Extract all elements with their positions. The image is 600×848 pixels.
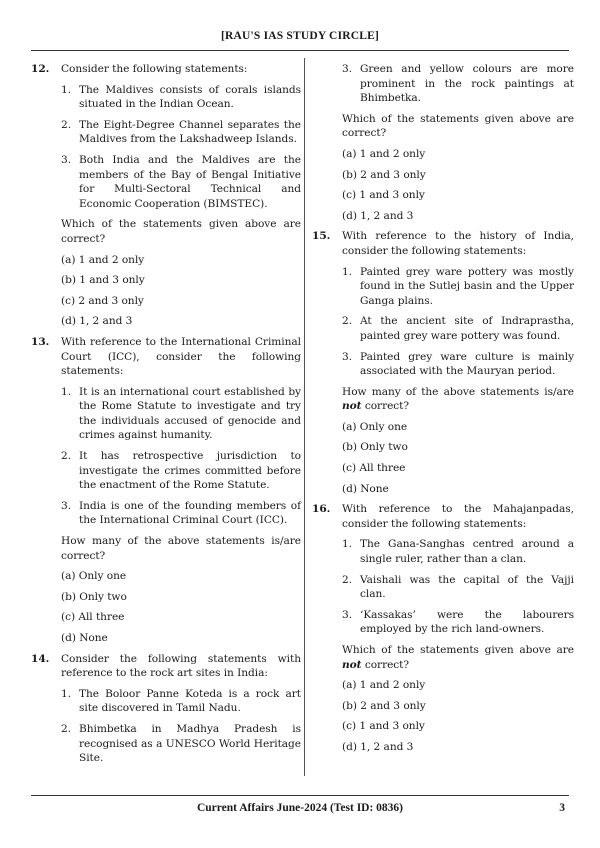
footer-rule <box>31 795 569 796</box>
statement <box>61 722 301 766</box>
statement-number: 3. <box>61 499 72 512</box>
question-15 <box>312 229 574 258</box>
question-prompt: Which of the statements given above are correct? <box>342 112 574 140</box>
statement-number: 3. <box>61 153 72 166</box>
statement-list <box>61 385 301 528</box>
statement <box>61 385 301 443</box>
statement <box>61 499 301 528</box>
statement-text: Bhimbetka in Madhya Pradesh is recognised as a UNESCO World Heritage Site. <box>79 722 301 765</box>
statement <box>61 687 301 716</box>
statement-number: 1. <box>342 538 353 551</box>
statement-number: 1. <box>342 265 353 278</box>
statement-text: At the ancient site of Indraprastha, painted grey ware pottery was found. <box>360 315 574 342</box>
statement <box>342 62 574 106</box>
option-list <box>61 253 301 329</box>
statement-list <box>342 537 574 637</box>
option-c[interactable]: (c) 1 and 3 only <box>342 189 425 202</box>
statement-number: 2. <box>342 573 353 586</box>
statement-number: 3. <box>342 63 353 75</box>
statement-number: 1. <box>61 385 72 398</box>
prompt-emphasis: not <box>342 658 362 671</box>
option-d[interactable]: (d) None <box>342 482 389 495</box>
option-a[interactable]: (a) 1 and 2 only <box>342 147 426 160</box>
question-prompt <box>342 643 574 672</box>
option-a[interactable]: (a) Only one <box>61 570 127 583</box>
question-14 <box>31 652 301 681</box>
statement-number: 2. <box>61 450 72 463</box>
statement <box>61 118 301 147</box>
right-column <box>312 62 574 761</box>
statement <box>342 314 574 343</box>
statement <box>342 350 574 379</box>
question-12 <box>31 62 301 77</box>
prompt-text: How many of the above statements is/are <box>342 385 574 398</box>
option-b[interactable]: (b) Only two <box>61 590 127 603</box>
statement-number: 1. <box>61 687 72 700</box>
statement-text: The Boloor Panne Koteda is a rock art site discovered in Tamil Nadu. <box>79 687 301 715</box>
column-separator <box>304 58 305 776</box>
statement-text: Both India and the Maldives are the members of the Bay of Bengal Initiative for Multi-Sectoral Technical and Economic Cooperation (BIMSTEC). <box>79 153 301 210</box>
statement-list <box>61 83 301 212</box>
option-c[interactable]: (c) 2 and 3 only <box>61 294 144 307</box>
statement <box>342 608 574 637</box>
statement-number: 3. <box>342 608 353 621</box>
statement-list <box>342 62 574 106</box>
statement-text: It has retrospective jurisdiction to investigate the crimes committed before the enactment of the Rome Statute. <box>79 450 301 492</box>
statement-text: Painted grey ware pottery was mostly found in the Sutlej basin and the Upper Ganga plains. <box>360 265 574 307</box>
option-list <box>342 678 574 754</box>
statement-number: 2. <box>61 722 72 735</box>
page-number: 3 <box>559 802 565 814</box>
question-number: 16. <box>312 503 331 516</box>
question-16 <box>312 502 574 531</box>
statement-text: Painted grey ware culture is mainly associated with the Mauryan period. <box>360 350 574 378</box>
statement <box>342 573 574 602</box>
option-list <box>342 420 574 496</box>
statement-number: 2. <box>342 315 353 328</box>
option-list <box>61 569 301 645</box>
statement-text: Green and yellow colours are more prominent in the rock paintings at Bhimbetka. <box>360 63 574 105</box>
statement <box>342 265 574 309</box>
option-b[interactable]: (b) 1 and 3 only <box>61 274 145 287</box>
question-13 <box>31 335 301 379</box>
page-header: [RAU'S IAS STUDY CIRCLE] <box>220 30 380 42</box>
statement-text: The Eight-Degree Channel separates the Maldives from the Lakshadweep Islands. <box>79 118 301 146</box>
question-stem: Consider the following statements: <box>61 63 248 75</box>
option-c[interactable]: (c) All three <box>342 462 406 475</box>
prompt-emphasis: not <box>342 400 362 413</box>
statement-number: 3. <box>342 350 353 363</box>
question-stem: With reference to the history of India, consider the following statements: <box>342 230 574 257</box>
option-d[interactable]: (d) 1, 2 and 3 <box>342 740 414 753</box>
prompt-text: correct? <box>364 658 410 671</box>
option-d[interactable]: (d) 1, 2 and 3 <box>342 209 414 222</box>
question-stem: With reference to the Mahajanpadas, consider the following statements: <box>342 503 574 530</box>
statement-text: ‘Kassakas’ were the labourers employed by the rich land-owners. <box>360 608 574 636</box>
question-number: 15. <box>312 230 331 243</box>
option-list <box>342 147 574 223</box>
option-c[interactable]: (c) All three <box>61 611 125 624</box>
statement-text: The Gana-Sanghas centred around a single ruler, rather than a clan. <box>360 538 574 566</box>
question-number: 14. <box>31 652 50 665</box>
statement-number: 1. <box>61 83 72 96</box>
header-rule <box>31 50 569 51</box>
statement-list <box>342 265 574 379</box>
option-b[interactable]: (b) 2 and 3 only <box>342 699 426 712</box>
question-stem: Consider the following statements with reference to the rock art sites in India: <box>61 652 301 680</box>
question-prompt: How many of the above statements is/are correct? <box>61 535 301 562</box>
question-number: 12. <box>31 63 50 75</box>
option-b[interactable]: (b) Only two <box>342 441 408 454</box>
option-a[interactable]: (a) 1 and 2 only <box>342 679 426 692</box>
option-a[interactable]: (a) Only one <box>342 420 408 433</box>
prompt-text: Which of the statements given above are <box>342 644 574 656</box>
statement <box>61 449 301 493</box>
statement-text: India is one of the founding members of the International Criminal Court (ICC). <box>79 499 301 527</box>
statement-list <box>61 687 301 766</box>
left-column <box>31 62 301 772</box>
statement <box>61 153 301 211</box>
option-a[interactable]: (a) 1 and 2 only <box>61 253 145 266</box>
option-c[interactable]: (c) 1 and 3 only <box>342 720 425 733</box>
prompt-text: correct? <box>364 400 410 413</box>
statement-text: Vaishali was the capital of the Vajji clan. <box>360 573 574 601</box>
option-d[interactable]: (d) 1, 2 and 3 <box>61 315 133 328</box>
question-stem: With reference to the International Criminal Court (ICC), consider the following statements: <box>61 335 301 378</box>
option-b[interactable]: (b) 2 and 3 only <box>342 168 426 181</box>
question-prompt: Which of the statements given above are correct? <box>61 218 301 245</box>
question-prompt <box>342 385 574 414</box>
footer-title: Current Affairs June-2024 (Test ID: 0836) <box>196 802 404 814</box>
statement <box>342 537 574 566</box>
question-number: 13. <box>31 335 50 348</box>
statement-text: It is an international court established by the Rome Statute to investigate and try the individuals accused of genocide and crimes against humanity. <box>79 385 301 442</box>
statement <box>61 83 301 112</box>
statement-text: The Maldives consists of corals islands situated in the Indian Ocean. <box>79 83 301 111</box>
statement-number: 2. <box>61 118 72 131</box>
option-d[interactable]: (d) None <box>61 632 108 644</box>
